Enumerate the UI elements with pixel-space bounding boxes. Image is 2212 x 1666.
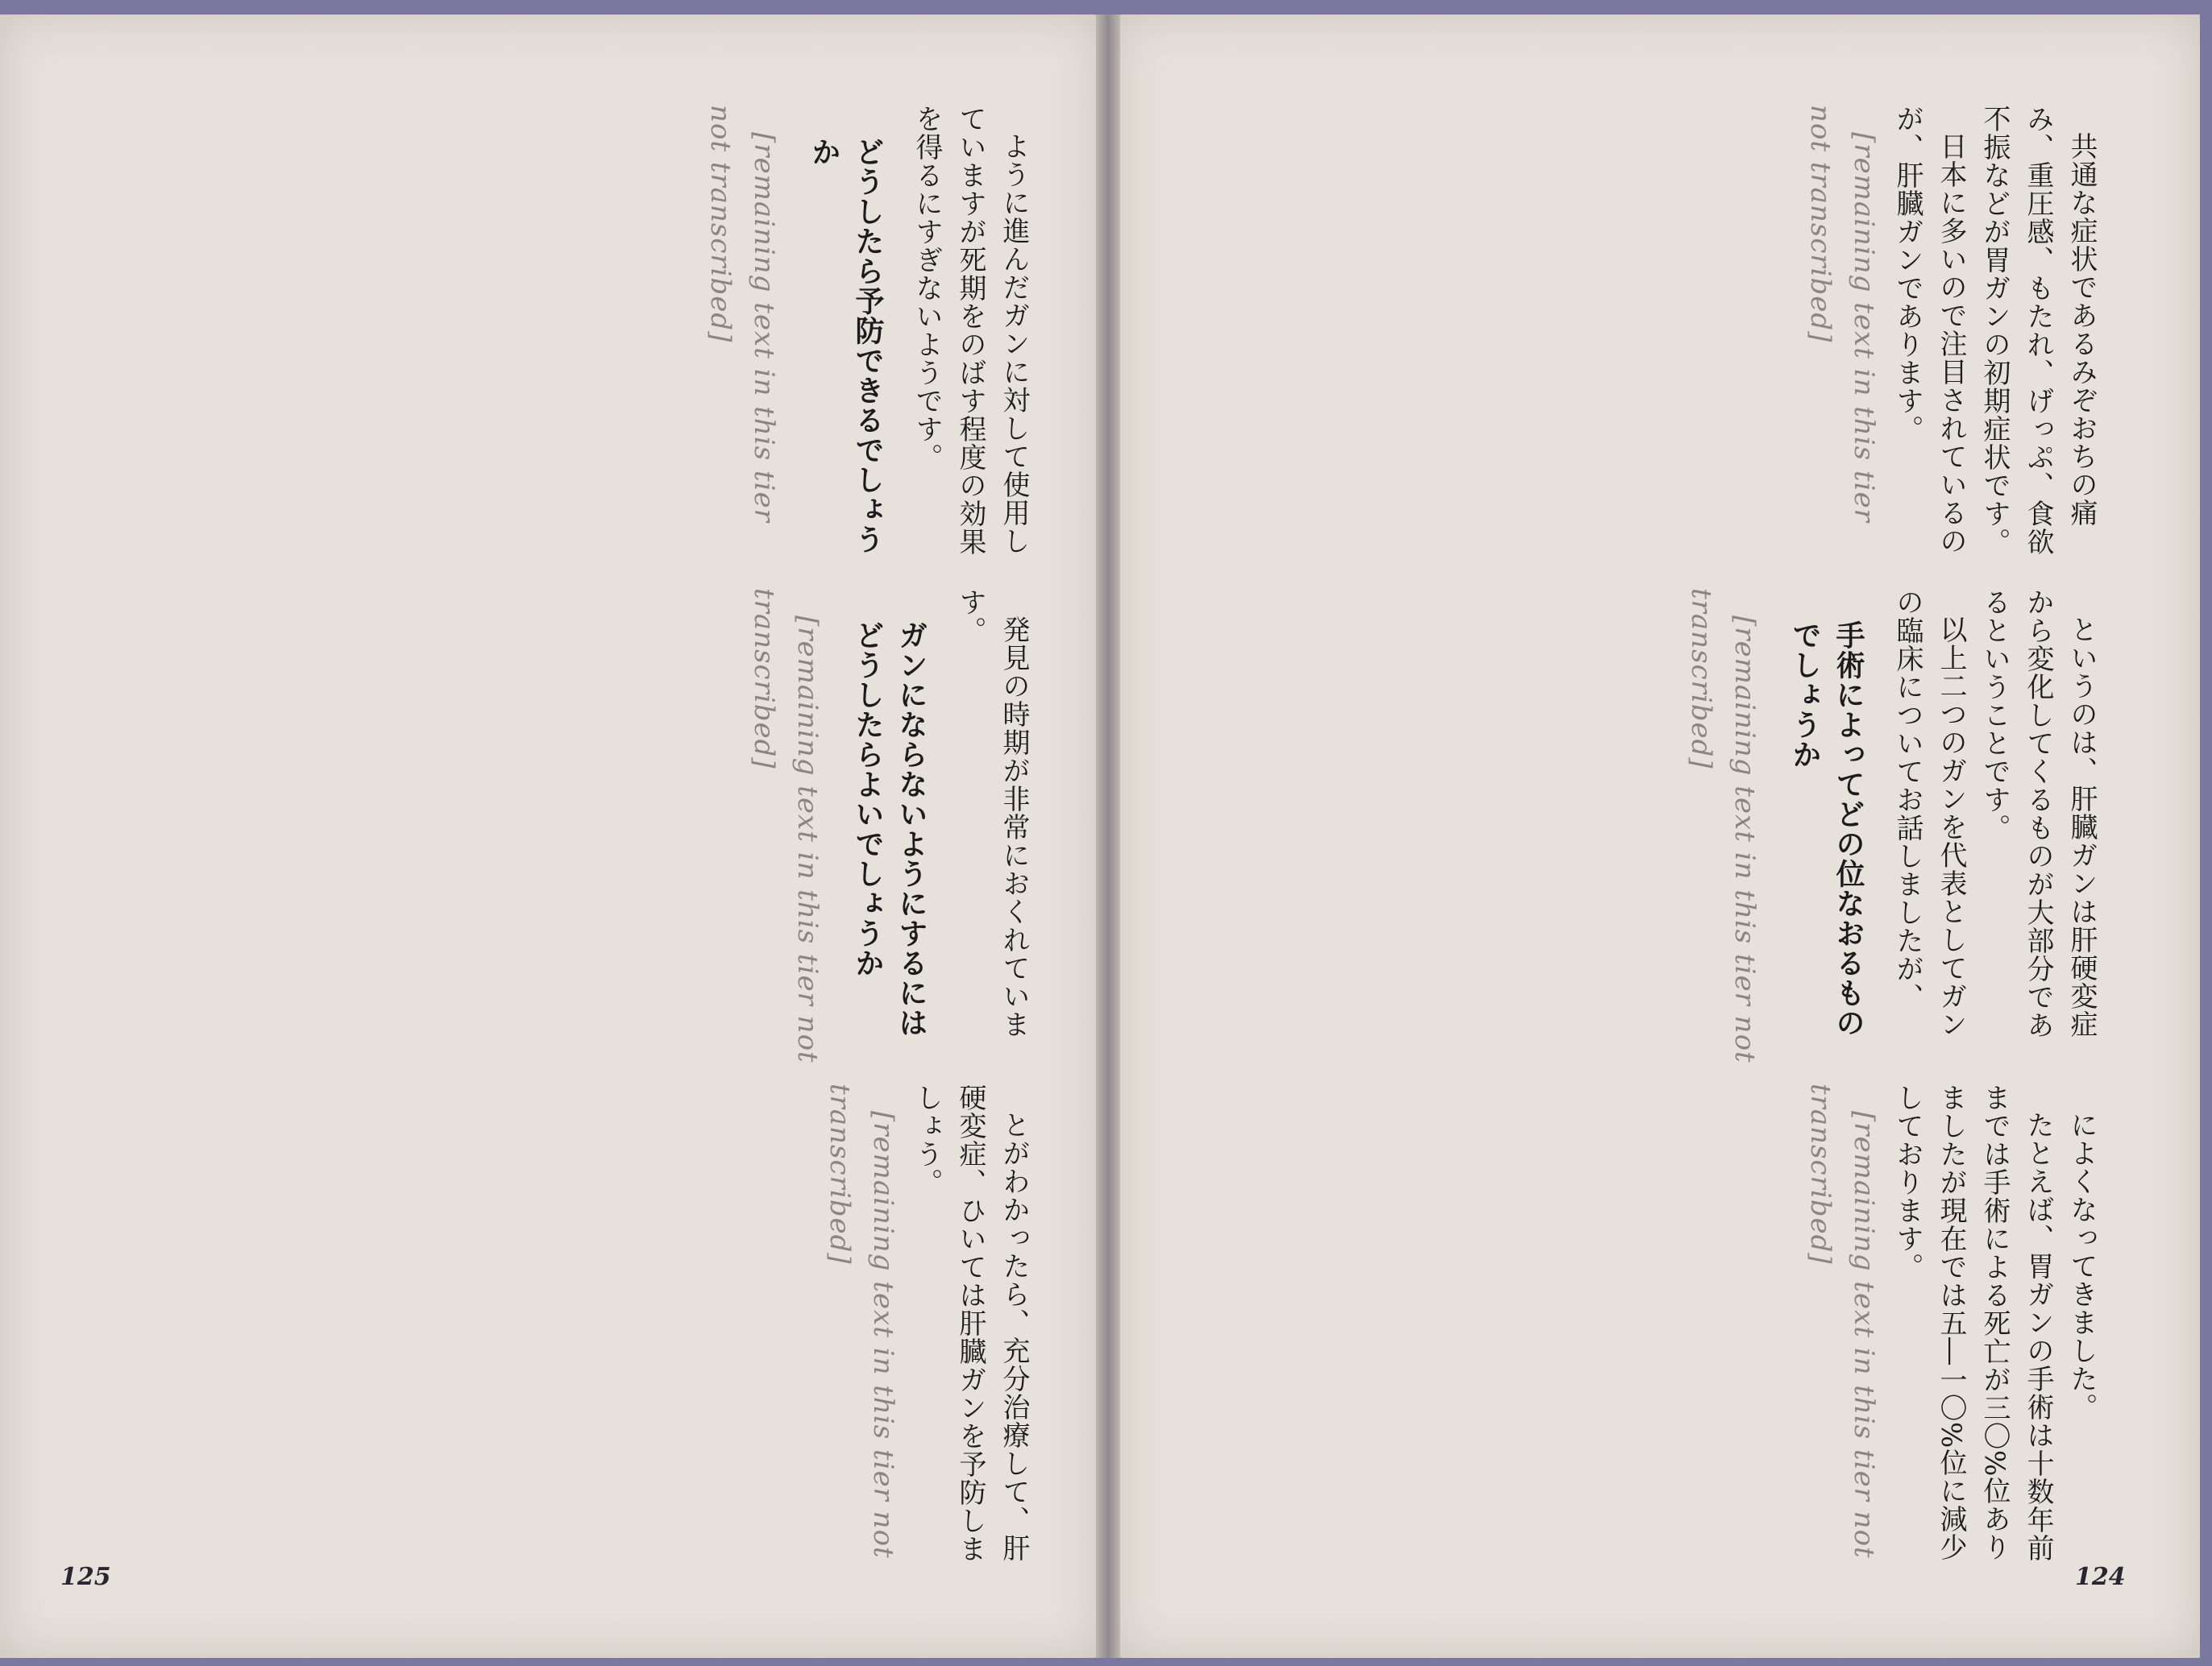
- paragraph: というのは、肝臓ガンは肝硬変症から変化してくるものが大部分であるということです。: [1978, 588, 2098, 1039]
- book-gutter: [1096, 15, 1120, 1658]
- paragraph: 発見の時期が非常におくれています。: [954, 588, 1030, 1038]
- left-page-tier-3: [68, 1084, 1035, 1567]
- paragraph: によくなってきました。: [2065, 1111, 2098, 1421]
- paragraph: 日本に多いので注目されているのが、肝臓ガンであります。: [1891, 105, 1967, 555]
- untranscribed-note: [remaining text in this tier not transcribed]: [824, 1084, 899, 1559]
- paragraph: たとえば、胃ガンの手術は十数年前までは手術による死亡が三〇%位ありましたが現在では五―一〇%位に減少しております。: [1891, 1084, 2054, 1562]
- page-number: 124: [2075, 1563, 2126, 1591]
- page-number: 125: [60, 1563, 111, 1591]
- right-page-tier-3: [1177, 1084, 2103, 1567]
- untranscribed-note: [remaining text in this tier not transcribed]: [1685, 588, 1761, 1063]
- left-page-tier-2: [68, 588, 1035, 1063]
- section-heading: ガンにならないようにするにはどうしたらよいでしょうか: [851, 620, 928, 1038]
- right-page-tier-2: [1177, 588, 2103, 1063]
- untranscribed-note: [remaining text in this tier not transcribed]: [1804, 105, 1880, 523]
- left-page-tier-1: [68, 105, 1035, 572]
- section-heading: 手術によってどの位なおるものでしょうか: [1788, 620, 1865, 1038]
- untranscribed-note: [remaining text in this tier not transcribed]: [1804, 1084, 1880, 1559]
- paragraph: 以上二つのガンを代表としてガンの臨床についてお話しましたが、: [1891, 588, 1967, 1038]
- right-page-tier-1: [1177, 105, 2103, 572]
- untranscribed-note: [remaining text in this tier not transcribed]: [704, 105, 780, 523]
- paragraph: ように進んだガンに対して使用していますが死期をのばす程度の効果を得るにすぎないようです。: [911, 105, 1030, 556]
- paragraph: とがわかったら、充分治療して、肝硬変症、ひいては肝臓ガンを予防しましょう。: [911, 1084, 1030, 1563]
- section-heading: どうしたら予防できるでしょうか: [807, 137, 884, 554]
- untranscribed-note: [remaining text in this tier not transcribed]: [748, 588, 824, 1063]
- paragraph: 共通な症状であるみぞおちの痛み、重圧感、もたれ、げっぷ、食欲不振などが胃ガンの初期症状です。: [1978, 105, 2098, 556]
